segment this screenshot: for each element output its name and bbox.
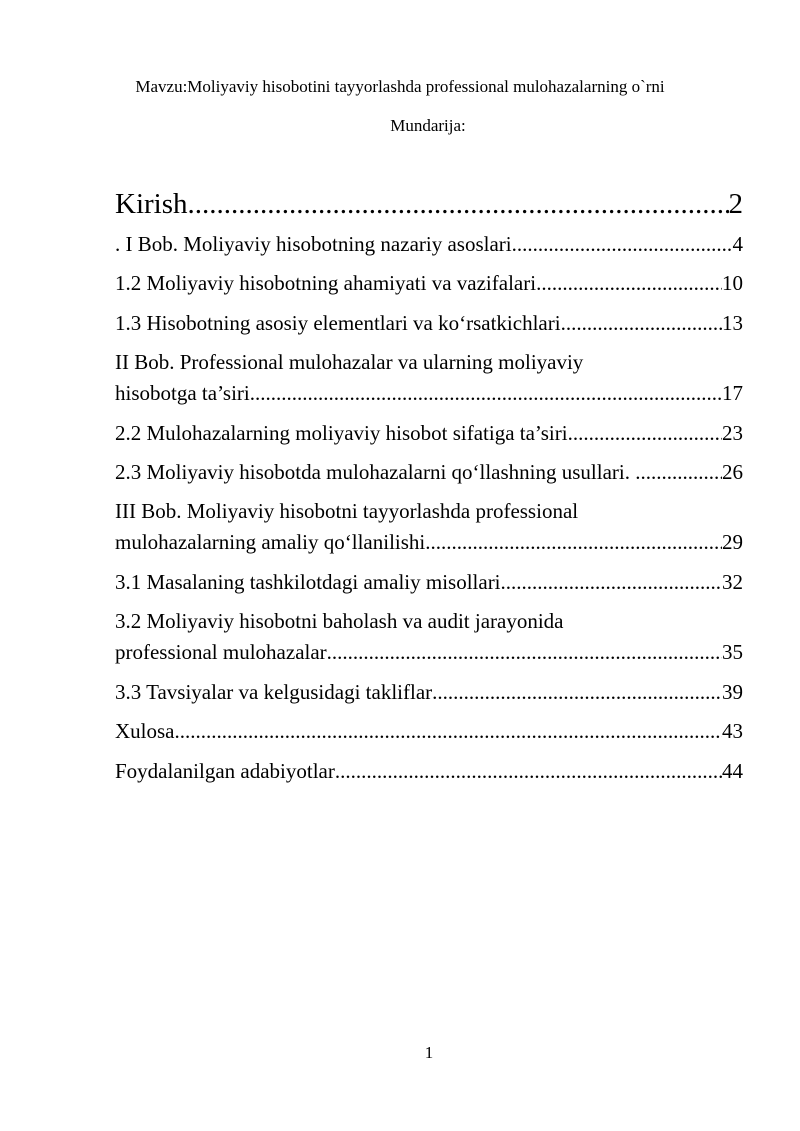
toc-entry-page: 23	[722, 421, 743, 445]
toc-title: Mundarija:	[390, 116, 466, 135]
dot-leader	[501, 567, 722, 598]
toc-entry-3-3[interactable]	[115, 677, 743, 708]
toc-entry-title: . I Bob. Moliyaviy hisobotning nazariy asoslari	[115, 232, 512, 256]
toc-entry-3-2[interactable]	[115, 606, 743, 668]
dot-leader	[635, 457, 722, 488]
toc-entry-adabiyotlar[interactable]	[115, 756, 743, 787]
toc-entry-chapter-2[interactable]	[115, 347, 743, 409]
toc-entry-page: 26	[722, 460, 743, 484]
dot-leader	[335, 756, 722, 787]
toc-entry-page: 13	[722, 311, 743, 335]
dot-leader	[250, 378, 722, 409]
toc-entry-title: Foydalanilgan adabiyotlar	[115, 759, 335, 783]
toc-entry-title: professional mulohazalar	[115, 640, 327, 664]
toc-entry-2-2[interactable]	[115, 418, 743, 449]
dot-leader	[568, 418, 722, 449]
dot-leader	[432, 677, 722, 708]
toc-entry-page: 29	[722, 530, 743, 554]
toc-entry-1-3[interactable]	[115, 308, 743, 339]
toc-entry-page: 44	[722, 759, 743, 783]
dot-leader	[175, 716, 723, 747]
toc-entry-page: 32	[722, 570, 743, 594]
toc-entry-kirish[interactable]	[115, 186, 743, 222]
toc-entry-page: 35	[722, 640, 743, 664]
toc-entry-page: 4	[732, 232, 743, 256]
toc-entry-title: 1.3 Hisobotning asosiy elementlari va ko‘rsatkichlari	[115, 311, 561, 335]
toc-entry-title: mulohazalarning amaliy qo‘llanilishi	[115, 530, 426, 554]
toc-entry-xulosa[interactable]	[115, 716, 743, 747]
dot-leader	[327, 637, 722, 668]
toc-entry-title: hisobotga ta’siri	[115, 381, 250, 405]
toc-entry-1-2[interactable]	[115, 268, 743, 299]
toc-entry-chapter-3[interactable]	[115, 496, 743, 558]
dot-leader	[536, 268, 722, 299]
toc-entry-title-line1: III Bob. Moliyaviy hisobotni tayyorlashda professional	[115, 499, 579, 523]
dot-leader	[188, 186, 729, 222]
toc-entry-2-3[interactable]	[115, 457, 743, 488]
toc-entry-page: 43	[722, 719, 743, 743]
toc-entry-page: 39	[722, 680, 743, 704]
toc-entry-page: 2	[728, 188, 743, 220]
document-subject: Mavzu:Moliyaviy hisobotini tayyorlashda professional mulohazalarning o`rni	[135, 77, 665, 96]
toc-entry-title-line1: II Bob. Professional mulohazalar va ularning moliyaviy	[115, 350, 584, 374]
toc-entry-title: 2.2 Mulohazalarning moliyaviy hisobot sifatiga ta’siri	[115, 421, 568, 445]
toc-entry-title: 1.2 Moliyaviy hisobotning ahamiyati va vazifalari	[115, 271, 537, 295]
toc-entry-3-1[interactable]	[115, 567, 743, 598]
toc-entry-page: 10	[722, 271, 743, 295]
toc-entry-title-line1: 3.2 Moliyaviy hisobotni baholash va audit jarayonida	[115, 609, 564, 633]
toc-entry-title: 3.1 Masalaning tashkilotdagi amaliy misollari	[115, 570, 501, 594]
toc-entry-chapter-1[interactable]	[115, 229, 743, 260]
dot-leader	[425, 527, 722, 558]
toc-entry-title: Kirish	[115, 188, 188, 220]
toc-entry-title: Xulosa	[115, 719, 175, 743]
toc-entry-page: 17	[722, 381, 743, 405]
toc-entry-title: 3.3 Tavsiyalar va kelgusidagi takliflar	[115, 680, 433, 704]
toc-entry-title: 2.3 Moliyaviy hisobotda mulohazalarni qo‘llashning usullari.	[115, 460, 636, 484]
dot-leader	[512, 229, 733, 260]
page-number: 1	[424, 1043, 434, 1062]
dot-leader	[561, 308, 722, 339]
